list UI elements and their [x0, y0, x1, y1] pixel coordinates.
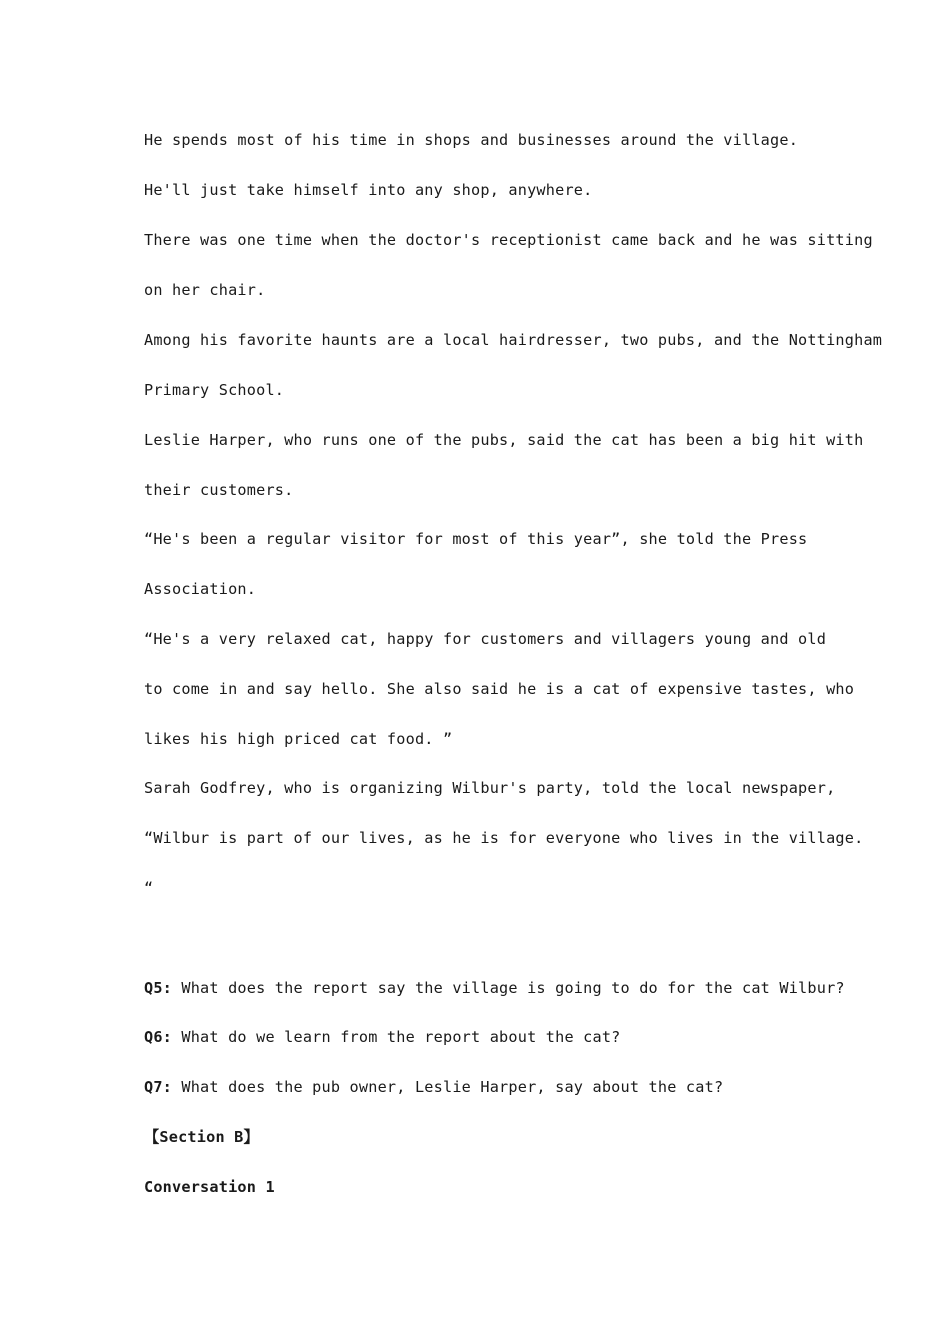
question-label: Q7:	[144, 1078, 173, 1096]
passage-line: He'll just take himself into any shop, anywhere.	[144, 181, 593, 199]
question-q7	[144, 1077, 814, 1097]
passage-line: Sarah Godfrey, who is organizing Wilbur's party, told the local newspaper,	[144, 779, 836, 797]
passage-line: “He's been a regular visitor for most of this year”, she told the Press	[144, 530, 808, 548]
section-heading: 【Section B】	[144, 1128, 259, 1146]
passage-line: to come in and say hello. She also said he is a cat of expensive tastes, who	[144, 680, 855, 698]
passage-line: “	[144, 879, 154, 897]
passage-line: on her chair.	[144, 281, 266, 299]
passage-line: Primary School.	[144, 381, 285, 399]
question-label: Q5:	[144, 979, 173, 997]
passage-line: Association.	[144, 580, 257, 598]
question-label: Q6:	[144, 1028, 173, 1046]
passage-line: “Wilbur is part of our lives, as he is for everyone who lives in the village.	[144, 829, 864, 847]
passage-line: their customers.	[144, 481, 294, 499]
question-q5	[144, 978, 845, 998]
question-text: What does the pub owner, Leslie Harper, say about the cat?	[172, 1078, 724, 1096]
conversation-heading: Conversation 1	[144, 1178, 275, 1196]
passage-line: He spends most of his time in shops and businesses around the village.	[144, 131, 799, 149]
passage-line: Leslie Harper, who runs one of the pubs, said the cat has been a big hit with	[144, 431, 864, 449]
question-text: What does the report say the village is going to do for the cat Wilbur?	[172, 979, 845, 997]
question-q6	[144, 1027, 814, 1047]
passage-line: Among his favorite haunts are a local hairdresser, two pubs, and the Nottingham	[144, 331, 883, 349]
passage-line: There was one time when the doctor's receptionist came back and he was sitting	[144, 231, 873, 249]
question-text: What do we learn from the report about the cat?	[172, 1028, 621, 1046]
passage-line: likes his high priced cat food. ”	[144, 730, 453, 748]
passage-line: “He's a very relaxed cat, happy for customers and villagers young and old	[144, 630, 827, 648]
